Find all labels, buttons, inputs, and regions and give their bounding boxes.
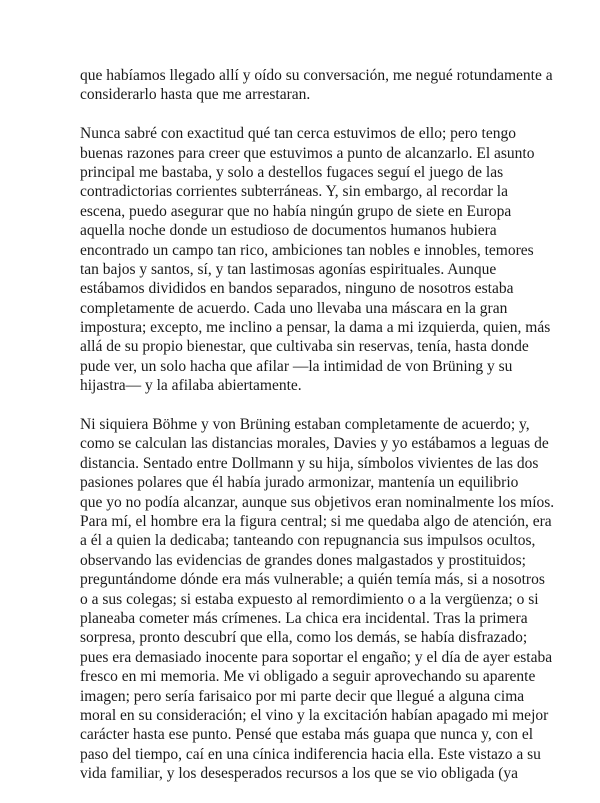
text-line: contradictorias corrientes subterráneas. Y, sin embargo, al recordar la: [80, 183, 508, 201]
document-body: [80, 66, 555, 803]
text-line: a él a quien la dedicaba; tanteando con repugnancia sus impulsos ocultos,: [80, 532, 536, 550]
paragraph-1: [80, 66, 553, 105]
text-line: considerarlo hasta que me arrestaran.: [80, 86, 311, 104]
text-line: sorpresa, pronto descubrí que ella, como los demás, se había disfrazado;: [80, 629, 528, 647]
text-line: observando las evidencias de grandes dones malgastados y prostituidos;: [80, 551, 526, 569]
text-line: imagen; pero sería farisaico por mi parte decir que llegué a alguna cima: [80, 687, 525, 705]
text-line: como se calculan las distancias morales, Davies y yo estábamos a leguas de: [80, 435, 549, 453]
text-line: completamente de acuerdo. Cada uno llevaba una máscara en la gran: [80, 299, 508, 317]
text-line: Para mí, el hombre era la figura central; si me quedaba algo de atención, era: [80, 512, 552, 530]
text-line: vida familiar, y los desesperados recursos a los que se vio obligada (ya: [80, 765, 518, 783]
text-line: preguntándome dónde era más vulnerable; a quién temía más, si a nosotros: [80, 571, 545, 589]
text-line: fresco en mi memoria. Me vi obligado a seguir aprovechando su aparente: [80, 668, 536, 686]
text-line: hijastra— y la afilaba abiertamente.: [80, 377, 302, 395]
text-line: distancia. Sentado entre Dollmann y su hija, símbolos vivientes de las dos: [80, 454, 539, 472]
text-line: planeaba cometer más crímenes. La chica era incidental. Tras la primera: [80, 609, 528, 627]
text-line: Ni siquiera Böhme y von Brüning estaban completamente de acuerdo; y,: [80, 416, 530, 434]
text-line: allá de su propio bienestar, que cultivaba sin reservas, tenía, hasta donde: [80, 338, 529, 356]
text-line: aquella noche donde un estudioso de documentos humanos hubiera: [80, 222, 497, 240]
text-line: moral en su consideración; el vino y la excitación habían apagado mi mejor: [80, 706, 549, 724]
text-line: carácter hasta ese punto. Pensé que estaba más guapa que nunca y, con el: [80, 726, 534, 744]
text-line: Nunca sabré con exactitud qué tan cerca estuvimos de ello; pero tengo: [80, 125, 516, 143]
text-line: pues era demasiado inocente para soportar el engaño; y el día de ayer estaba: [80, 648, 553, 666]
text-line: impostura; excepto, me inclino a pensar, la dama a mi izquierda, quien, más: [80, 319, 551, 337]
paragraph-2: [80, 124, 551, 395]
text-line: estábamos divididos en bandos separados, ninguno de nosotros estaba: [80, 280, 514, 298]
paragraph-3: [80, 415, 555, 783]
text-line: principal me bastaba, y solo a destellos fugaces seguí el juego de las: [80, 163, 504, 181]
text-line: encontrado un campo tan rico, ambiciones tan nobles e innobles, temores: [80, 241, 534, 259]
text-line: que habíamos llegado allí y oído su conversación, me negué rotundamente a: [80, 67, 553, 84]
text-line: o a sus colegas; si estaba expuesto al remordimiento o a la vergüenza; o si: [80, 590, 539, 608]
text-line: tan bajos y santos, sí, y tan lastimosas agonías espirituales. Aunque: [80, 260, 497, 278]
text-line: escena, puedo asegurar que no había ningún grupo de siete en Europa: [80, 202, 512, 220]
text-line: pude ver, un solo hacha que afilar —la intimidad de von Brüning y su: [80, 357, 513, 375]
text-line: que yo no podía alcanzar, aunque sus objetivos eran nominalmente los míos.: [80, 493, 555, 511]
text-line: buenas razones para creer que estuvimos a punto de alcanzarlo. El asunto: [80, 144, 535, 162]
text-line: paso del tiempo, caí en una cínica indiferencia hacia ella. Este vistazo a su: [80, 745, 541, 763]
text-line: pasiones polares que él había jurado armonizar, mantenía un equilibrio: [80, 474, 519, 492]
